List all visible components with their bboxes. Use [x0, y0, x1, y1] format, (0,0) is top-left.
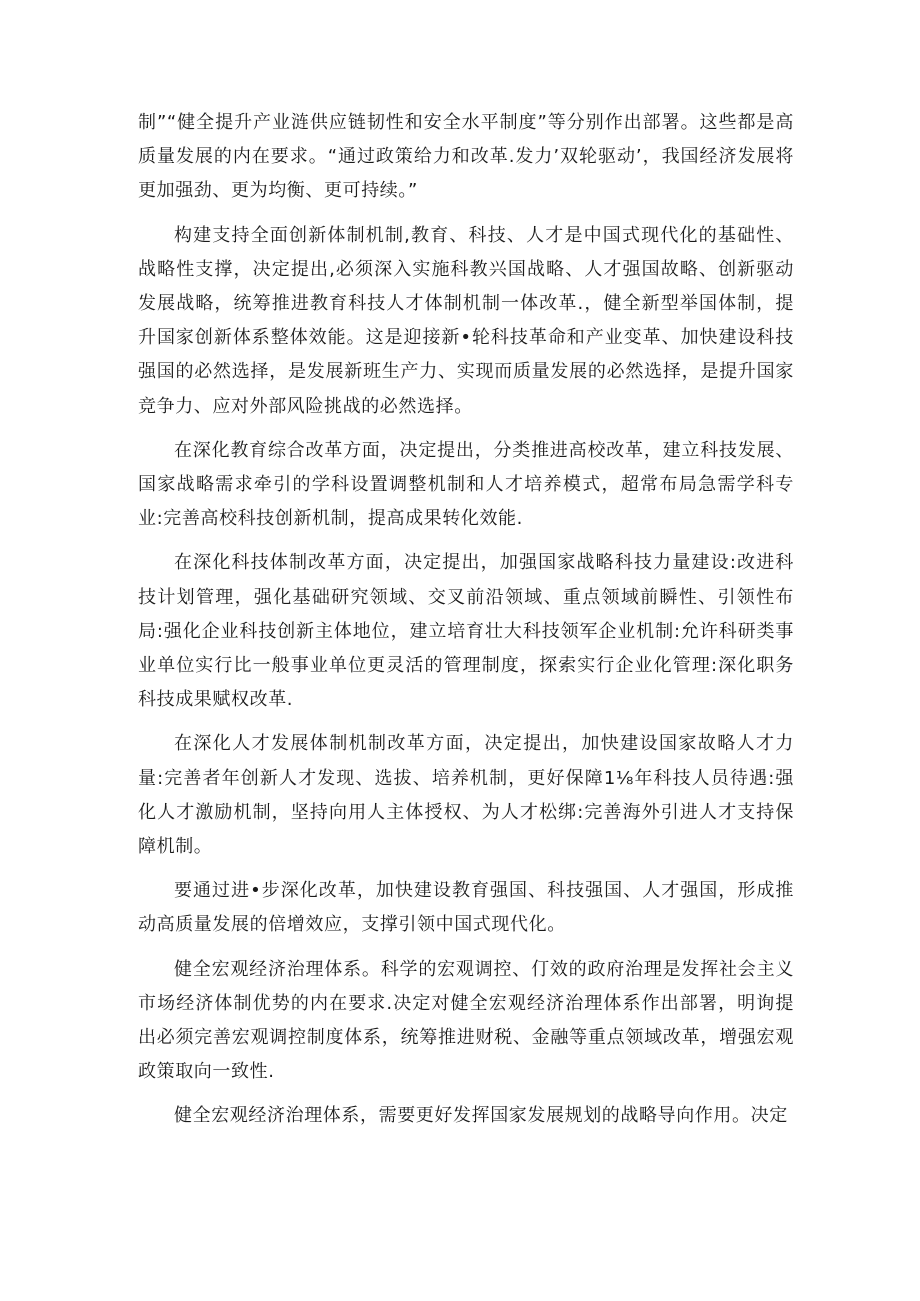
paragraph-6: 要通过进•步深化改革，加快建设教育强国、科技强国、人才强国，形成推动高质量发展的倍增效应，支撑引领中国式现代化。 — [138, 880, 794, 936]
paragraph-8: 健全宏观经济治理体系，需要更好发挥国家发展规划的战略导向作用。决定 — [174, 1105, 788, 1127]
paragraph-7: 健全宏观经济治理体系。科学的宏观调控、仃效的政府治理是发挥社会主义市场经济体制优势的内在要求.决定对健全宏观经济治理体系作出部署，明询提出必须完善宏观调控制度体系，统筹推进财税、金融等重点领域改革，增强宏观政策取向一致性. — [138, 958, 794, 1083]
paragraph-3: 在深化教育综合改革方面，决定提出，分类推进高校改革，建立科技发展、国家战略需求牵引的学科设置调整机制和人才培养模式，超常布局急需学科专业:完善高校科技创新机制，提高成果转化效能. — [138, 439, 794, 530]
paragraph-2: 构建支持全面创新体制机制,教育、科技、人才是中国式现代化的基础性、战略性支撑，决定提出,必须深入实施科教兴国战略、人才强国故略、创新驱动发展战略，统筹推进教育科技人才体制机制一体改革.，健全新型举国体制，提升国家创新体系整体效能。这是迎接新•轮科技革命和产业变革、加快建设科技强国的必然选择，是发展新班生产力、实现而质量发展的必然选择，是提升国家竞争力、应对外部风险挑战的必然选择。 — [138, 224, 794, 417]
paragraph-1: 制”“健全提升产业涟供应链韧性和安全水平制度”等分别作出部署。这些都是高质量发展的内在要求。“通过政策给力和改革.发力’双轮驱动’，我国经济发展将更加强劲、更为均衡、更可持续。” — [138, 112, 794, 202]
paragraph-4: 在深化科技体制改革方面，决定提出，加强国家战略科技力量建设:改进科技计划管理，强化基础研究领域、交叉前沿领域、重点领域前瞬性、引领性布局:强化企业科技创新主体地位，建立培育壮大科技领军企业机制:允许科研类事业单位实行比一般事业单位更灵活的管理制度，探索实行企业化管理:深化职务科技成果赋权改革. — [138, 552, 794, 711]
paragraph-5: 在深化人才发展体制机制改革方面，决定提出，加快建设国家故略人才力量:完善者年创新人才发现、选拔、培养机制，更好保障1⅛年科技人员待遇:强化人才激励机制，坚持向用人主体授权、为人才松绑:完善海外引进人才支持保障机制。 — [138, 733, 794, 858]
document-body — [138, 106, 794, 1144]
